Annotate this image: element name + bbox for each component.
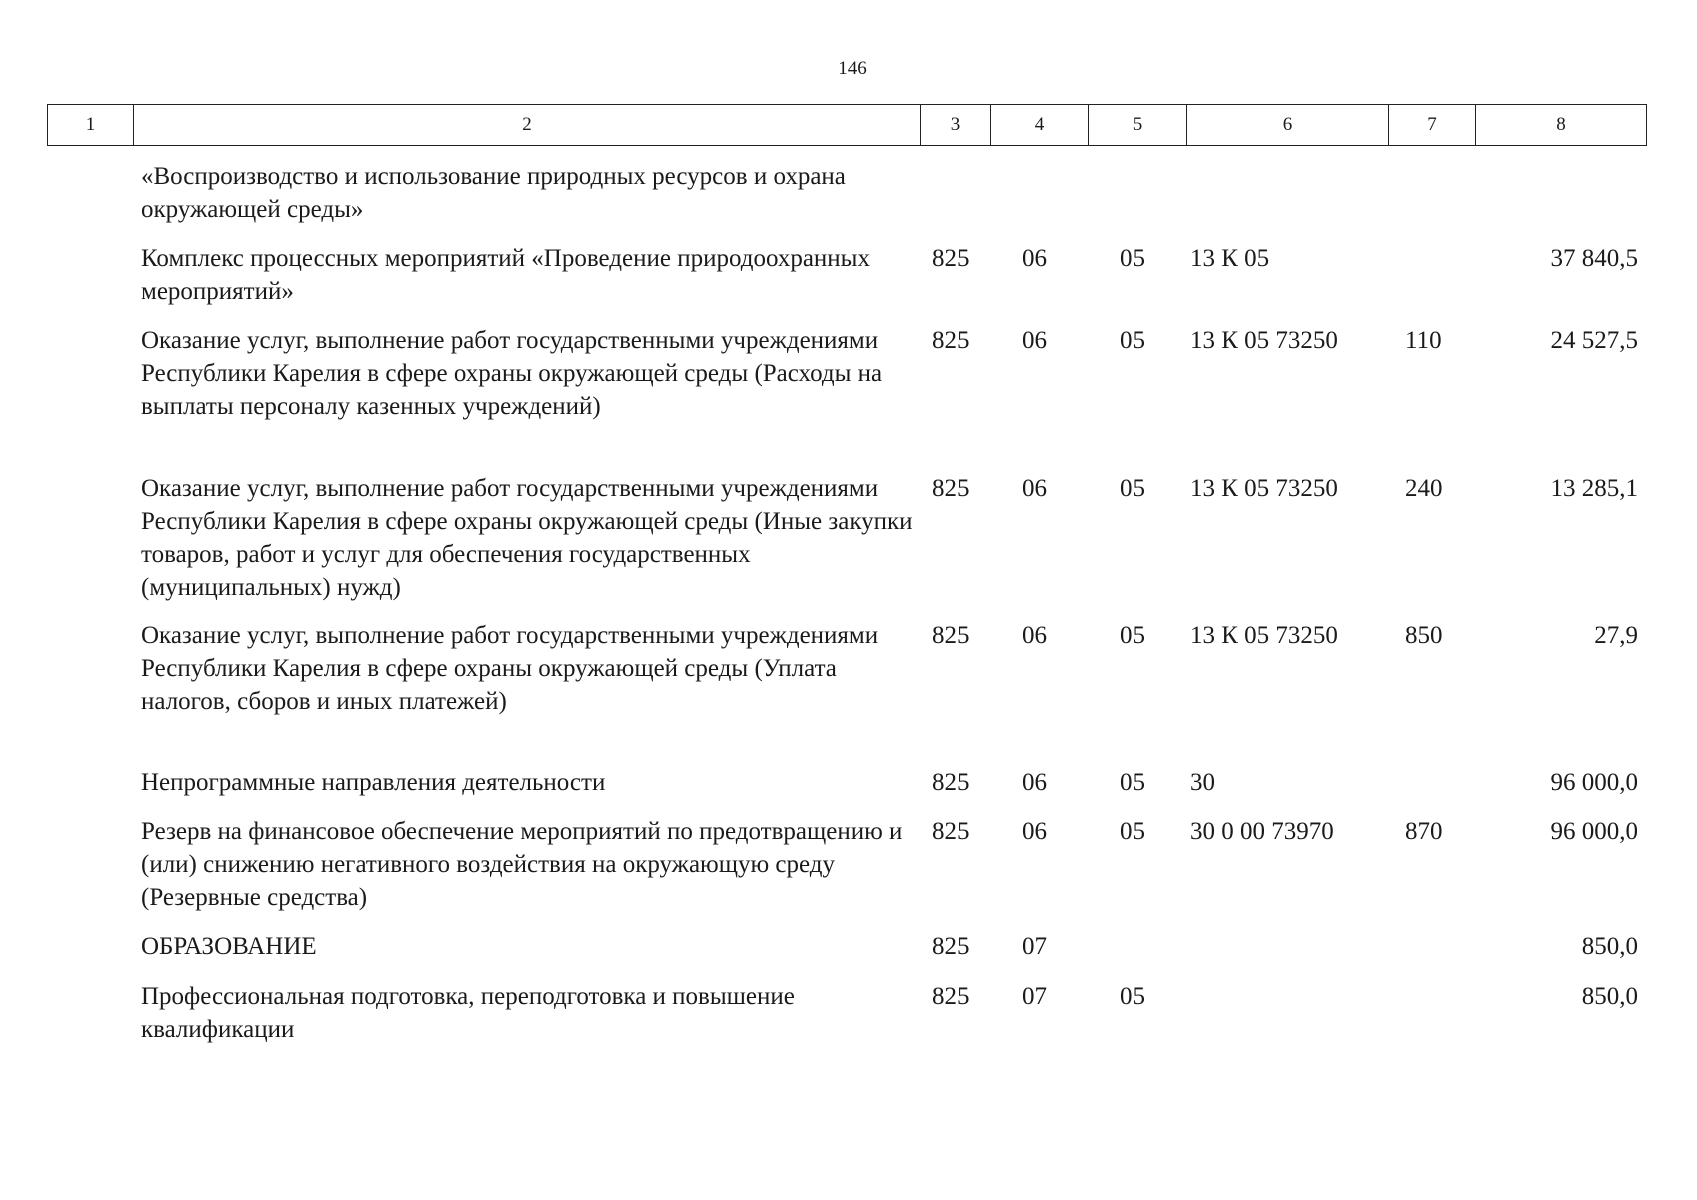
cell-amount: 96 000,0 xyxy=(1550,818,1638,845)
page-number: 146 xyxy=(838,58,867,79)
cell-admin-code: 825 xyxy=(932,818,970,845)
cell-amount: 37 840,5 xyxy=(1550,245,1638,272)
cell-amount: 850,0 xyxy=(1581,933,1638,960)
cell-target-article: 13 К 05 73250 xyxy=(1190,327,1338,354)
cell-amount: 24 527,5 xyxy=(1550,327,1638,354)
cell-admin-code: 825 xyxy=(932,769,970,796)
cell-subsection: 05 xyxy=(1120,769,1145,796)
cell-section: 07 xyxy=(1022,933,1047,960)
cell-expense-type: 110 xyxy=(1405,327,1442,354)
cell-amount: 27,9 xyxy=(1594,622,1638,649)
row-description: Профессиональная подготовка, переподготовка и повышение квалификации xyxy=(141,983,795,1043)
row-description: Оказание услуг, выполнение работ государственными учреждениями Республики Карелия в сфере охраны окружающей среды (Расходы на выплаты персоналу казенных учреждений) xyxy=(141,327,883,420)
column-header-6: 6 xyxy=(1187,105,1389,145)
cell-section: 06 xyxy=(1022,769,1047,796)
cell-admin-code: 825 xyxy=(932,622,970,649)
cell-subsection: 05 xyxy=(1120,475,1145,502)
cell-target-article: 30 xyxy=(1190,769,1215,796)
cell-admin-code: 825 xyxy=(932,475,970,502)
cell-subsection: 05 xyxy=(1120,327,1145,354)
cell-section: 06 xyxy=(1022,622,1047,649)
cell-admin-code: 825 xyxy=(932,933,970,960)
cell-section: 07 xyxy=(1022,983,1047,1010)
column-header-3: 3 xyxy=(921,105,991,145)
cell-admin-code: 825 xyxy=(932,327,970,354)
cell-amount: 13 285,1 xyxy=(1550,475,1638,502)
cell-admin-code: 825 xyxy=(932,983,970,1010)
cell-target-article: 30 0 00 73970 xyxy=(1190,818,1334,845)
column-header-1: 1 xyxy=(48,105,134,145)
cell-target-article: 13 К 05 73250 xyxy=(1190,622,1338,649)
cell-amount: 96 000,0 xyxy=(1550,769,1638,796)
table-header xyxy=(47,104,1647,146)
cell-target-article: 13 К 05 xyxy=(1190,245,1270,272)
row-description: «Воспроизводство и использование природных ресурсов и охрана окружающей среды» xyxy=(141,163,846,223)
row-description: Оказание услуг, выполнение работ государственными учреждениями Республики Карелия в сфере охраны окружающей среды (Уплата налогов, сборов и иных платежей) xyxy=(141,622,879,715)
cell-section: 06 xyxy=(1022,245,1047,272)
cell-admin-code: 825 xyxy=(932,245,970,272)
cell-expense-type: 850 xyxy=(1405,622,1443,649)
column-header-4: 4 xyxy=(991,105,1089,145)
cell-subsection: 05 xyxy=(1120,622,1145,649)
row-description: Резерв на финансовое обеспечение мероприятий по предотвращению и (или) снижению негативного воздействия на окружающую среду (Резервные средства) xyxy=(141,818,903,911)
column-header-8: 8 xyxy=(1556,114,1566,135)
cell-subsection: 05 xyxy=(1120,983,1145,1010)
row-description: ОБРАЗОВАНИЕ xyxy=(141,933,317,960)
column-header-2: 2 xyxy=(134,105,921,145)
cell-section: 06 xyxy=(1022,475,1047,502)
row-description: Комплекс процессных мероприятий «Проведение природоохранных мероприятий» xyxy=(141,245,870,305)
cell-section: 06 xyxy=(1022,327,1047,354)
column-header-5: 5 xyxy=(1089,105,1187,145)
row-description: Непрограммные направления деятельности xyxy=(141,769,606,796)
cell-amount: 850,0 xyxy=(1581,983,1638,1010)
cell-subsection: 05 xyxy=(1120,818,1145,845)
cell-expense-type: 240 xyxy=(1405,475,1443,502)
cell-target-article: 13 К 05 73250 xyxy=(1190,475,1338,502)
cell-expense-type: 870 xyxy=(1405,818,1443,845)
cell-subsection: 05 xyxy=(1120,245,1145,272)
row-description: Оказание услуг, выполнение работ государственными учреждениями Республики Карелия в сфере охраны окружающей среды (Иные закупки товаров, работ и услуг для обеспечения государственных (муниципальных) нужд) xyxy=(141,475,913,601)
cell-section: 06 xyxy=(1022,818,1047,845)
column-header-7: 7 xyxy=(1389,105,1476,145)
